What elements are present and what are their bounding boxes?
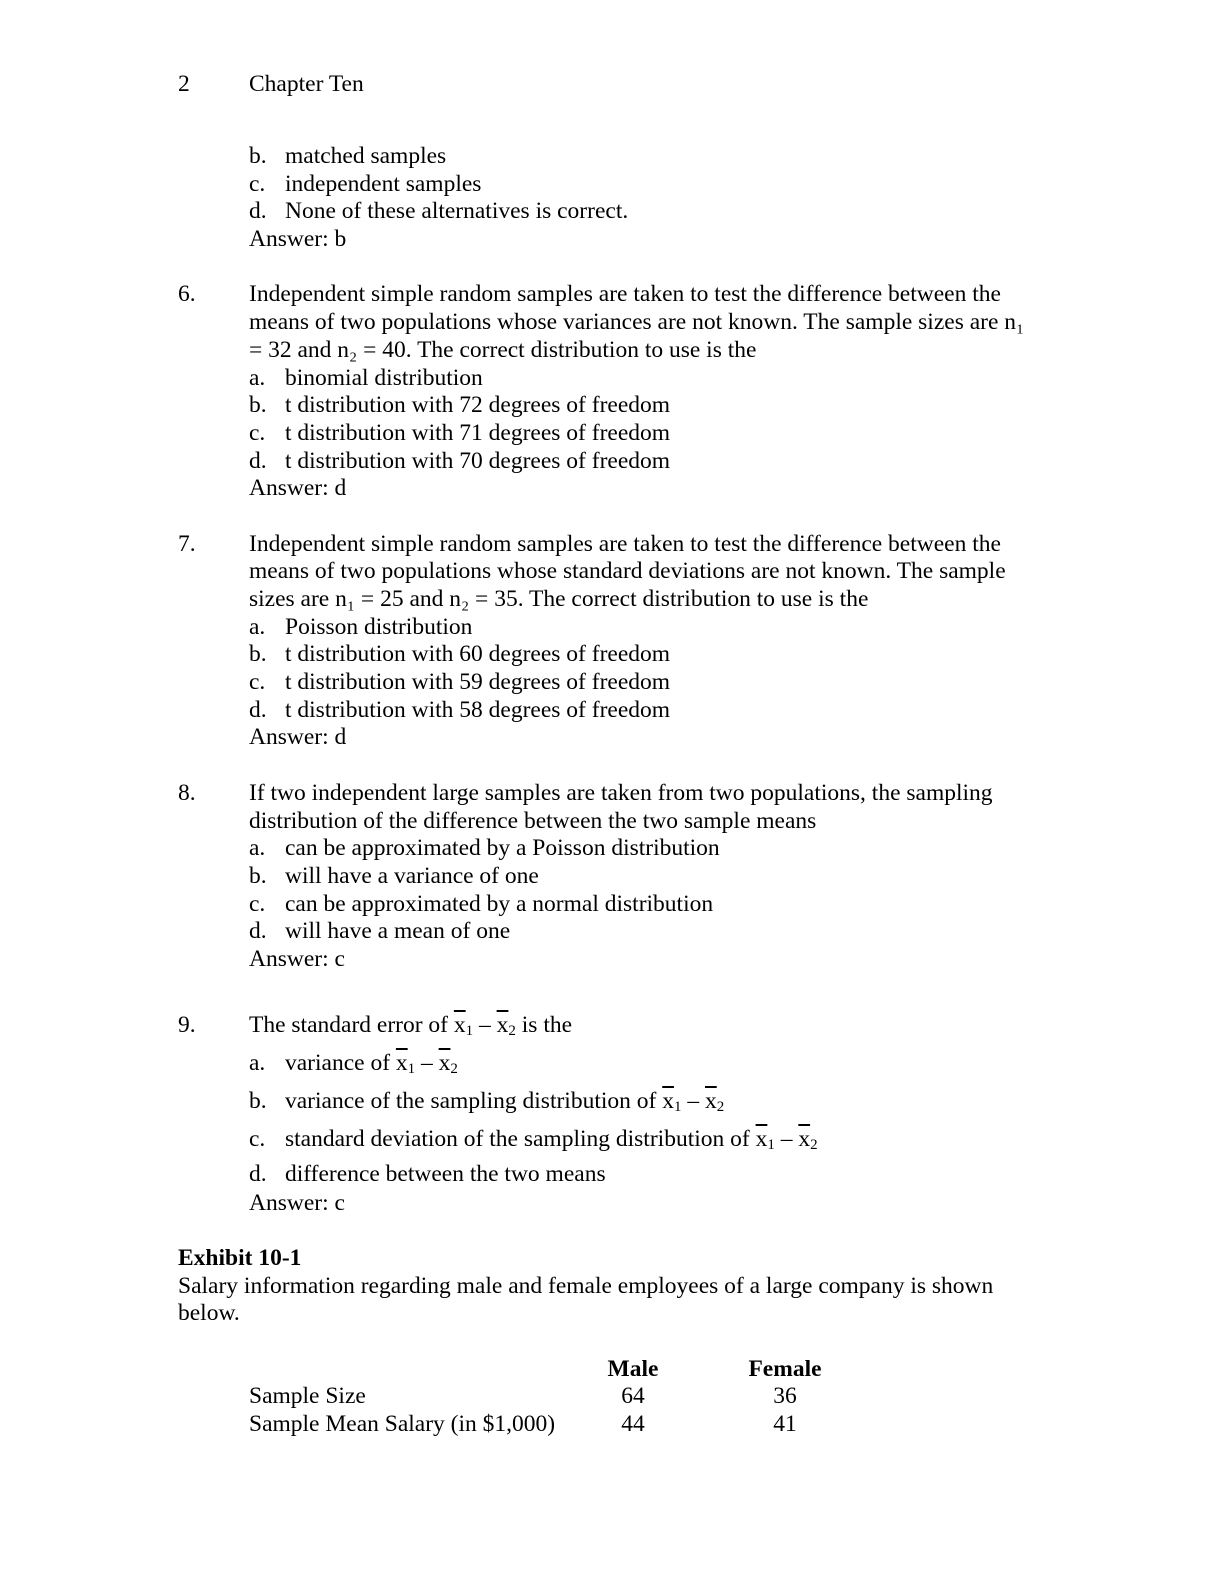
text-line	[178, 724, 1078, 752]
text-line	[178, 309, 1078, 337]
xbar1-minus-xbar2-expression	[662, 1088, 724, 1114]
question-stem: means of two populations whose variances are not known. The sample sizes are n₁	[249, 309, 1025, 336]
option-letter: a.	[249, 1049, 266, 1076]
option-text: Poisson distribution	[285, 613, 473, 640]
text-line	[178, 365, 1078, 393]
subscript: 1	[673, 1098, 682, 1115]
text-line	[178, 1356, 1078, 1384]
xbar1-minus-xbar2-expression	[396, 1050, 458, 1076]
answer: Answer: b	[249, 226, 347, 253]
text-line	[178, 697, 1078, 725]
x-bar: $\overline{x}$	[438, 1049, 451, 1076]
option-text: matched samples	[285, 143, 447, 169]
option-text: independent samples	[285, 170, 482, 197]
page-number: 2	[178, 71, 190, 97]
option-label: standard deviation of the sampling distribution of	[285, 1125, 756, 1152]
text-line	[178, 835, 1078, 863]
text-line	[178, 780, 1078, 808]
subscript: 2	[508, 1022, 516, 1039]
option-text: t distribution with 59 degrees of freedom	[285, 669, 671, 696]
option-label: difference between the two means	[285, 1160, 606, 1187]
x-bar: $\overline{x}$	[798, 1125, 811, 1152]
option-letter: a.	[249, 613, 266, 640]
option-text	[285, 1158, 606, 1190]
text-line	[178, 198, 1078, 226]
option-text	[285, 1120, 818, 1158]
exhibit-description: below.	[178, 1300, 240, 1327]
option-text: t distribution with 60 degrees of freedom	[285, 641, 671, 668]
text-line	[178, 586, 1078, 614]
subscript: 2	[810, 1136, 818, 1153]
chapter-title: Chapter Ten	[249, 71, 364, 97]
xbar1-minus-xbar2-expression	[454, 1012, 516, 1038]
option-letter: a.	[249, 364, 266, 391]
text-line	[178, 669, 1078, 697]
subscript: 1	[767, 1136, 775, 1153]
option-text: binomial distribution	[285, 364, 483, 391]
x-bar: $\overline{x}$	[755, 1125, 768, 1152]
option-text: t distribution with 72 degrees of freedom	[285, 392, 671, 419]
text-line	[178, 1120, 1078, 1158]
x-bar: $\overline{x}$	[704, 1087, 717, 1114]
option-letter: c.	[249, 669, 266, 696]
subscript: 2	[716, 1098, 725, 1115]
option-letter: b.	[249, 392, 267, 419]
minus-sign: –	[681, 1087, 705, 1114]
text-line	[178, 226, 1078, 254]
text-line	[178, 863, 1078, 891]
option-letter: b.	[249, 143, 267, 169]
option-letter: c.	[249, 1125, 266, 1152]
text-line	[178, 143, 1078, 171]
option-text: None of these alternatives is correct.	[285, 198, 629, 225]
column-header-male: Male	[607, 1355, 659, 1382]
text-line	[178, 1273, 1078, 1301]
row-label: Sample Size	[249, 1383, 366, 1410]
answer: Answer: c	[249, 1189, 345, 1216]
text-line	[178, 281, 1078, 309]
option-text: can be approximated by a normal distribution	[285, 890, 714, 917]
x-bar: $\overline{x}$	[496, 1011, 509, 1038]
male-value: 44	[621, 1411, 645, 1438]
text-line	[178, 448, 1078, 476]
row-label: Sample Mean Salary (in $1,000)	[249, 1411, 556, 1438]
option-letter: d.	[249, 198, 267, 225]
option-text	[285, 1082, 724, 1120]
stem-text: is the	[515, 1011, 573, 1038]
option-letter: c.	[249, 170, 266, 197]
page-header	[178, 70, 364, 98]
xbar1-minus-xbar2-expression	[756, 1126, 818, 1152]
question-number: 8.	[178, 779, 196, 806]
subscript: 2	[450, 1060, 458, 1077]
text-line	[178, 808, 1078, 836]
text-line	[178, 641, 1078, 669]
text-line	[178, 1082, 1078, 1120]
question-stem: Independent simple random samples are taken to test the difference between the	[249, 281, 1001, 308]
question-number: 9.	[178, 1011, 196, 1038]
question-stem: Independent simple random samples are taken to test the difference between the	[249, 530, 1001, 557]
question-number: 7.	[178, 530, 196, 557]
minus-sign: –	[473, 1011, 497, 1038]
text-line	[178, 1006, 1078, 1044]
option-text: t distribution with 71 degrees of freedom	[285, 419, 671, 446]
answer: Answer: d	[249, 724, 347, 751]
option-text: t distribution with 70 degrees of freedom	[285, 447, 671, 474]
minus-sign: –	[774, 1125, 799, 1152]
text-line	[178, 171, 1078, 199]
text-line	[178, 337, 1078, 365]
option-letter: d.	[249, 918, 267, 945]
text-line	[178, 392, 1078, 420]
male-value: 64	[621, 1383, 645, 1410]
option-text: can be approximated by a Poisson distribution	[285, 835, 720, 862]
text-line	[178, 1190, 1078, 1218]
table-row	[178, 1383, 1078, 1411]
option-letter: d.	[249, 447, 267, 474]
text-line	[178, 918, 1078, 946]
question-stem	[249, 1006, 572, 1044]
text-line	[178, 531, 1078, 559]
female-value: 41	[773, 1411, 797, 1438]
text-line	[178, 420, 1078, 448]
question-stem: If two independent large samples are taken from two populations, the sampling	[249, 779, 993, 806]
answer: Answer: d	[249, 475, 347, 502]
option-letter: b.	[249, 1087, 267, 1114]
option-letter: b.	[249, 641, 267, 668]
option-text: will have a mean of one	[285, 918, 511, 945]
answer: Answer: c	[249, 945, 345, 972]
option-letter: d.	[249, 1160, 267, 1187]
question-stem: = 32 and n₂ = 40. The correct distribution to use is the	[249, 336, 757, 363]
option-text: t distribution with 58 degrees of freedom	[285, 696, 671, 723]
female-value: 36	[773, 1383, 797, 1410]
option-label: variance of	[285, 1049, 396, 1076]
text-line	[178, 1044, 1078, 1082]
x-bar: $\overline{x}$	[395, 1049, 408, 1076]
text-line	[178, 614, 1078, 642]
question-stem: distribution of the difference between the two sample means	[249, 807, 817, 834]
column-header-female: Female	[748, 1355, 822, 1382]
question-stem: means of two populations whose standard deviations are not known. The sample	[249, 558, 1006, 585]
text-line	[178, 558, 1078, 586]
option-text: will have a variance of one	[285, 862, 539, 889]
text-line	[178, 475, 1078, 503]
exhibit-title: Exhibit 10-1	[178, 1245, 302, 1271]
subscript: 1	[465, 1022, 474, 1039]
option-letter: a.	[249, 835, 266, 862]
question-number: 6.	[178, 281, 196, 308]
option-label: variance of the sampling distribution of	[285, 1087, 663, 1114]
text-line	[178, 1245, 1078, 1273]
option-text	[285, 1044, 458, 1082]
minus-sign: –	[415, 1049, 439, 1076]
text-line	[178, 1300, 1078, 1328]
option-letter: b.	[249, 862, 267, 889]
option-letter: d.	[249, 696, 267, 723]
stem-text: The standard error of	[249, 1011, 454, 1038]
subscript: 1	[407, 1060, 416, 1077]
option-letter: c.	[249, 890, 266, 917]
text-line	[178, 946, 1078, 974]
document-body	[178, 143, 1078, 1439]
option-letter: c.	[249, 419, 266, 446]
text-line	[178, 891, 1078, 919]
text-line	[178, 1158, 1078, 1190]
table-row	[178, 1411, 1078, 1439]
x-bar: $\overline{x}$	[662, 1087, 674, 1114]
x-bar: $\overline{x}$	[453, 1011, 466, 1038]
exhibit-description: Salary information regarding male and female employees of a large company is shown	[178, 1272, 994, 1299]
question-stem: sizes are n₁ = 25 and n₂ = 35. The correct distribution to use is the	[249, 586, 869, 612]
